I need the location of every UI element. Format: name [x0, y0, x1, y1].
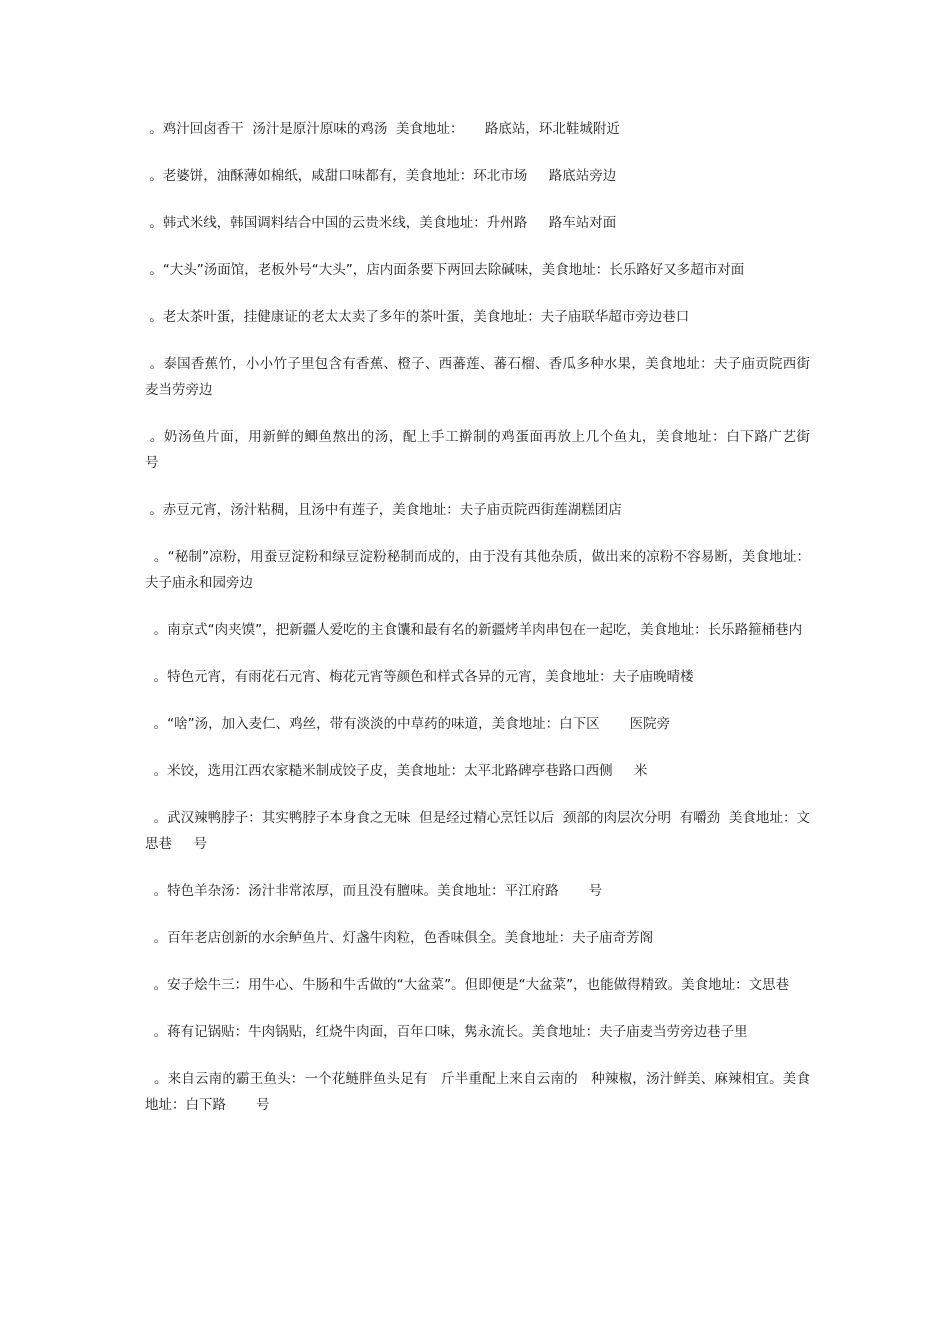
food-entry: 。鸡汁回卤香干 汤汁是原汁原味的鸡汤 美食地址： 路底站，环北鞋城附近	[145, 121, 620, 137]
food-entry: 。百年老店创新的水余鲈鱼片、灯盏牛肉粒，色香味俱全。美食地址：夫子庙奇芳阁	[145, 930, 654, 946]
food-entry: 。来自云南的霸王鱼头：一个花鲢胖鱼头足有 斤半重配上来自云南的 种辣椒，汤汁鲜美、麻辣相宜。美食地址：白下路 号	[145, 1071, 810, 1113]
food-entry: 。“大头”汤面馆，老板外号“大头”，店内面条要下两回去除碱味，美食地址：长乐路好又多超市对面	[145, 262, 745, 278]
food-entry: 。老婆饼，油酥薄如棉纸，咸甜口味都有，美食地址：环北市场 路底站旁边	[145, 168, 617, 184]
food-entry: 。蒋有记锅贴：牛肉锅贴，红烧牛肉面，百年口味，隽永流长。美食地址：夫子庙麦当劳旁边巷子里	[145, 1024, 748, 1040]
food-entry: 。米饺，选用江西农家糙米制成饺子皮，美食地址：太平北路碑亭巷路口西侧 米	[145, 763, 648, 779]
food-entry: 。赤豆元宵，汤汁粘稠，且汤中有莲子，美食地址：夫子庙贡院西街莲湖糕团店	[145, 502, 622, 518]
food-entry: 。南京式“肉夹馍”，把新疆人爱吃的主食馕和最有名的新疆烤羊肉串包在一起吃，美食地址：长乐路箍桶巷内	[145, 622, 803, 638]
food-entry: 。老太茶叶蛋，挂健康证的老太太卖了多年的茶叶蛋，美食地址：夫子庙联华超市旁边巷口	[145, 309, 690, 325]
food-entry: 。“秘制”凉粉，用蚕豆淀粉和绿豆淀粉秘制而成的，由于没有其他杂质，做出来的凉粉不容易断，美食地址：夫子庙永和园旁边	[145, 549, 810, 591]
food-entry: 。特色羊杂汤：汤汁非常浓厚，而且没有膻味。美食地址：平江府路 号	[145, 883, 603, 899]
food-entry: 。武汉辣鸭脖子：其实鸭脖子本身食之无味 但是经过精心烹饪以后 颈部的肉层次分明 有嚼劲 美食地址：文思巷 号	[145, 810, 810, 852]
food-entry: 。韩式米线，韩国调料结合中国的云贵米线，美食地址：升州路 路车站对面	[145, 215, 617, 231]
food-entry: 。特色元宵，有雨花石元宵、梅花元宵等颜色和样式各异的元宵，美食地址：夫子庙晚晴楼	[145, 669, 694, 685]
food-entry: 。安子烩牛三：用牛心、牛肠和牛舌做的“大盆菜”。但即便是“大盆菜”，也能做得精致。美食地址：文思巷	[145, 977, 790, 993]
food-entry: 。泰国香蕉竹，小小竹子里包含有香蕉、橙子、西蕃莲、蕃石榴、香瓜多种水果，美食地址：夫子庙贡院西街麦当劳旁边	[145, 356, 810, 398]
food-entry-list	[145, 116, 823, 1118]
food-entry: 。奶汤鱼片面，用新鲜的鲫鱼熬出的汤，配上手工擀制的鸡蛋面再放上几个鱼丸，美食地址：白下路广艺街 号	[145, 429, 823, 471]
food-entry: 。“啥”汤，加入麦仁、鸡丝，带有淡淡的中草药的味道，美食地址：白下区 医院旁	[145, 716, 671, 732]
